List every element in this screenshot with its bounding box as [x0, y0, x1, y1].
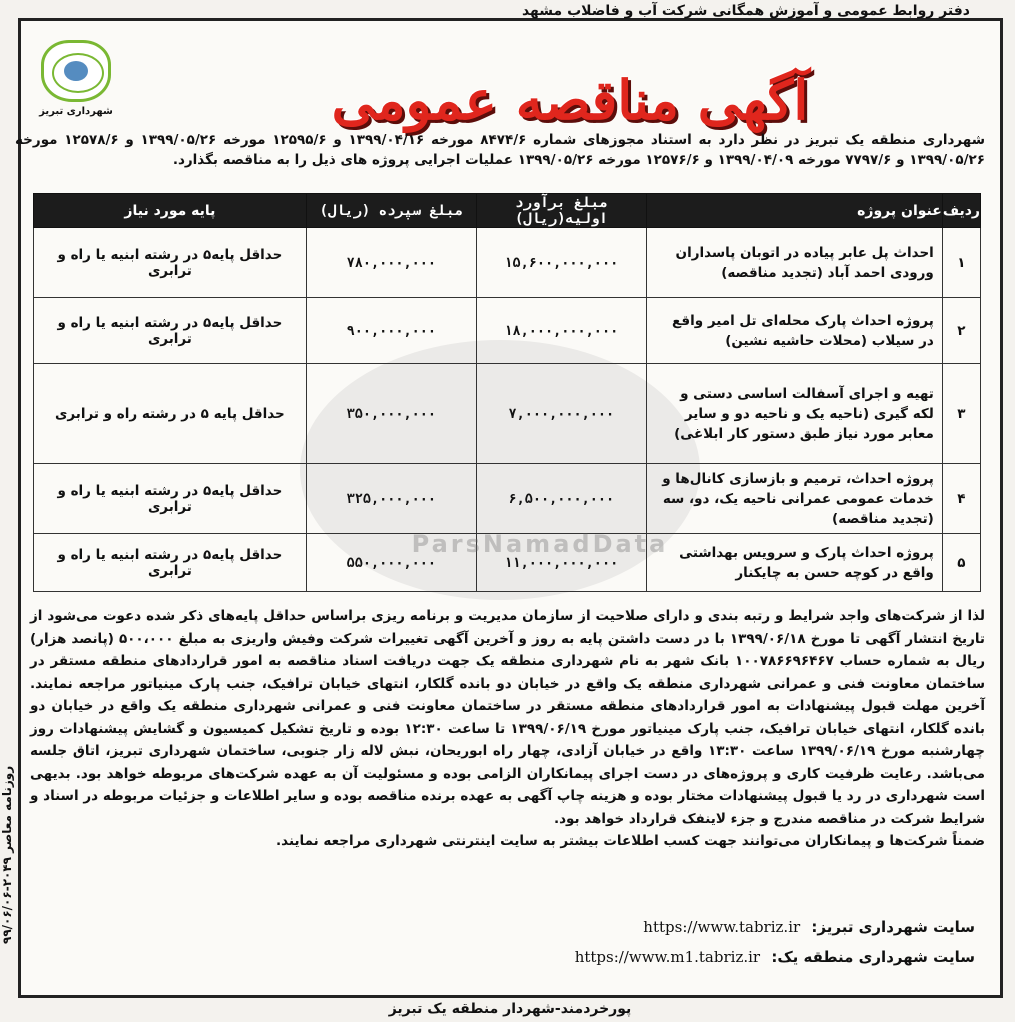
header-idx: ردیف [942, 194, 980, 228]
row-deposit: ۳۲۵,۰۰۰,۰۰۰ [306, 464, 476, 534]
row-base: حداقل پایه۵ در رشته ابنیه یا راه و ترابری [34, 464, 307, 534]
signature-footer: پورخردمند-شهردار منطقه یک تبریز [388, 1001, 632, 1017]
row-estimate: ۱۸,۰۰۰,۰۰۰,۰۰۰ [476, 298, 646, 364]
row-estimate: ۷,۰۰۰,۰۰۰,۰۰۰ [476, 364, 646, 464]
table-row [34, 464, 981, 534]
row-idx: ۵ [942, 534, 980, 592]
row-title: احداث پل عابر پیاده در اتوبان پاسداران ورودی احمد آباد (تجدید مناقصه) [646, 228, 942, 298]
header-deposit: مبلغ سپرده (ریال) [306, 194, 476, 228]
site-link[interactable]: https://www.tabriz.ir [643, 918, 801, 936]
row-title: پروژه احداث، ترمیم و بازسازی کانال‌ها و خدمات عمومی عمرانی ناحیه یک، دو، سه (تجدید مناقصه) [646, 464, 942, 534]
row-estimate: ۱۱,۰۰۰,۰۰۰,۰۰۰ [476, 534, 646, 592]
page-title: آگهی مناقصه عمومی [331, 68, 809, 132]
table-row [34, 364, 981, 464]
row-title: پروژه احداث پارک و سرویس بهداشتی واقع در کوچه حسن به چایکنار [646, 534, 942, 592]
logo-caption: شهرداری تبریز [39, 106, 113, 117]
table-row [34, 228, 981, 298]
row-deposit: ۵۵۰,۰۰۰,۰۰۰ [306, 534, 476, 592]
row-idx: ۳ [942, 364, 980, 464]
row-idx: ۴ [942, 464, 980, 534]
header-strip: دفتر روابط عمومی و آموزش همگانی شرکت آب و فاضلاب مشهد [521, 3, 970, 19]
table-header-row [34, 194, 981, 228]
row-deposit: ۳۵۰,۰۰۰,۰۰۰ [306, 364, 476, 464]
site-link[interactable]: https://www.m1.tabriz.ir [574, 948, 761, 966]
row-estimate: ۶,۵۰۰,۰۰۰,۰۰۰ [476, 464, 646, 534]
site-line [575, 912, 975, 942]
row-title: پروژه احداث پارک محله‌ای تل امیر واقع در سیلاب (محلات حاشیه نشین) [646, 298, 942, 364]
table-row [34, 298, 981, 364]
watermark-text: ParsNamadData [411, 530, 669, 558]
row-base: حداقل پایه۵ در رشته ابنیه یا راه و ترابری [34, 298, 307, 364]
website-list [575, 912, 975, 972]
row-estimate: ۱۵,۶۰۰,۰۰۰,۰۰۰ [476, 228, 646, 298]
row-deposit: ۹۰۰,۰۰۰,۰۰۰ [306, 298, 476, 364]
header-estimate: مبلغ برآورد اولیه(ریال) [476, 194, 646, 228]
tabriz-municipality-logo-icon [41, 40, 111, 102]
site-label: سایت شهرداری منطقه یک: [771, 948, 975, 966]
row-title: تهیه و اجرای آسفالت اساسی دستی و لکه گیری (ناحیه یک و ناحیه دو و سایر معابر مورد نیاز طبق دستور کار ابلاغی) [646, 364, 942, 464]
row-base: حداقل پایه۵ در رشته ابنیه یا راه و ترابری [34, 534, 307, 592]
row-deposit: ۷۸۰,۰۰۰,۰۰۰ [306, 228, 476, 298]
side-note: روزنامه معاصر ۲۰۴۹-۹۹/۰۶/۰۶ [0, 765, 14, 945]
row-idx: ۲ [942, 298, 980, 364]
row-idx: ۱ [942, 228, 980, 298]
header-base: پایه مورد نیاز [34, 194, 307, 228]
header-title: عنوان پروژه [646, 194, 942, 228]
row-base: حداقل پایه ۵ در رشته راه و ترابری [34, 364, 307, 464]
site-label: سایت شهرداری تبریز: [811, 918, 975, 936]
body-paragraph: ضمناً شرکت‌ها و پیمانکاران می‌توانند جهت کسب اطلاعات بیشتر به سایت اینترنتی شهرداری مراجعه نمایند. [276, 833, 985, 849]
body-paragraph: لذا از شرکت‌های واجد شرایط و رتبه بندی و دارای صلاحیت از سازمان مدیریت و برنامه ریزی براساس حداقل پایه‌های ذکر شده دعوت می‌شود از تاریخ انتشار آگهی تا مورخ ۱۳۹۹/۰۶/۱۸ با در دست داشتن پایه به روز و آخرین آگهی تغییرات شرکت وفیش واریزی به مبلغ ۵۰۰،۰۰۰ (پانصد هزار) ریال به شماره حساب ۱۰۰۷۸۶۶۹۶۴۶۷ بانک شهر به نام شهرداری منطقه یک جهت دریافت اسناد مناقصه به امور قراردادهای منطقه مستقر در ساختمان معاونت فنی و عمرانی شهرداری منطقه یک واقع در خیابان دو بانده گلکار، انتهای خیابان ترافیک، جنب پارک مینیاتور مراجعه نمایند. آخرین مهلت قبول پیشنهادات به امور قراردادهای منطقه مستقر در ساختمان معاونت فنی و عمرانی شهرداری منطقه یک واقع در خیابان دو بانده گلکار، انتهای خیابان ترافیک، جنب پارک مینیاتور مورخ ۱۳۹۹/۰۶/۱۹ تا ساعت ۱۲:۳۰ بوده و تاریخ تشکیل کمیسیون و گشایش پیشنهادات روز چهارشنبه مورخ ۱۳۹۹/۰۶/۱۹ ساعت ۱۳:۳۰ واقع در خیابان آزادی، چهار راه ابوریحان، نبش لاله زار جنوبی، ساختمان شهرداری تبریز، اتاق جلسه می‌باشد. رعایت ظرفیت کاری و پروژه‌های در دست اجرای پیمانکاران الزامی بوده و مسئولیت آن به عهده شرکت‌های مربوطه خواهد بود. بدیهی است شهرداری در رد یا قبول پیشنهادات مختار بوده و هزینه چاپ آگهی به عهده برنده مناقصه بوده و سایر اطلاعات و جزئیات مربوطه در اسناد و شرایط شرکت در مناقصه مندرج و جزء لاینفک قرارداد خواهد بود. [30, 608, 985, 827]
intro-text: شهرداری منطقه یک تبریز در نظر دارد به استناد مجوزهای شماره ۸۴۷۴/۶ مورخه ۱۳۹۹/۰۴/۱۶ و ۱۲۵۹۵/۶ مورخه ۱۳۹۹/۰۵/۲۶ و ۱۲۵۷۸/۶ مورخه ۱۳۹۹/۰۵/۲۶ و ۷۷۹۷/۶ مورخه ۱۳۹۹/۰۴/۰۹ و ۱۲۵۷۶/۶ مورخه ۱۳۹۹/۰۵/۲۶ عملیات اجرایی پروژه های ذیل را به مناقصه بگذارد. [15, 132, 985, 168]
row-base: حداقل پایه۵ در رشته ابنیه یا راه و ترابری [34, 228, 307, 298]
body-text [30, 605, 985, 853]
site-line [575, 942, 975, 972]
logo [34, 40, 118, 130]
